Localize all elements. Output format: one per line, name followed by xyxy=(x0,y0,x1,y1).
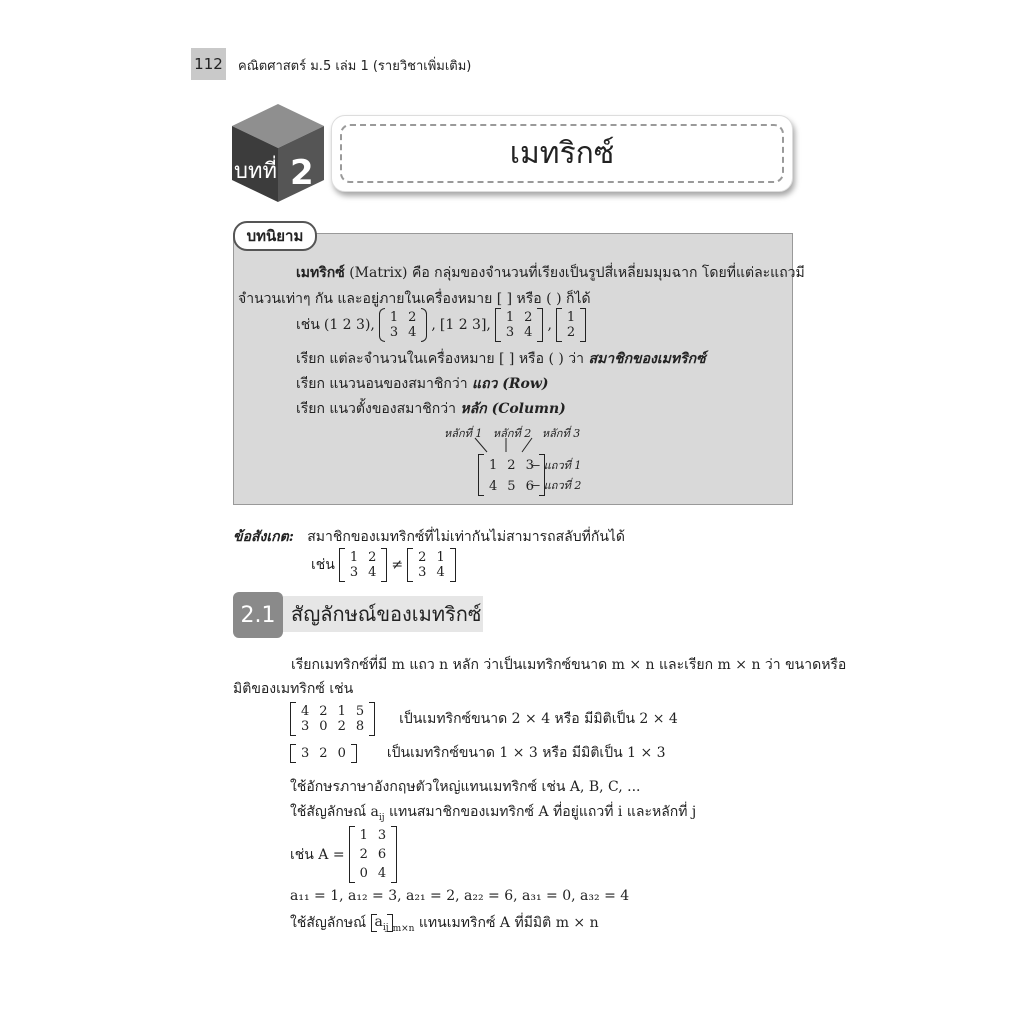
col-label: หลักที่ 1 xyxy=(444,427,483,440)
aij-note: ใช้สัญลักษณ์ $a_{ij}$ แทนสมาชิกของเมทริกซ์ A ที่อยู่แถวที่ i และหลักที่ j xyxy=(290,804,697,823)
section-number: 2.1 xyxy=(233,592,283,638)
def-para-1-line2: จำนวนเท่าๆ กัน และอยู่ภายในเครื่องหมาย [ ] หรือ ( ) ก็ได้ xyxy=(238,291,591,307)
notation-line: ใช้สัญลักษณ์ $a_{ij}$ $_{m\times n}$ แทนเมทริกซ์ A ที่มีมิติ m × n xyxy=(290,913,599,934)
chapter-label: บทที่ xyxy=(234,159,277,184)
chapter-cube xyxy=(232,104,326,202)
chapter-number: 2 xyxy=(290,153,314,193)
def-row: เรียก แนวนอนของสมาชิกว่า แถว (Row) xyxy=(296,376,549,392)
chapter-title-box xyxy=(331,115,793,192)
entries-line: a₁₁ = 1, a₁₂ = 3, a₂₁ = 2, a₂₂ = 6, a₃₁ = 0, a₃₂ = 4 xyxy=(290,888,630,904)
note-example: เช่น 1 2 3 4 ≠ 2 1 3 4 xyxy=(311,548,456,582)
col-label: หลักที่ 3 xyxy=(541,427,581,440)
running-title: คณิตศาสตร์ ม.5 เล่ม 1 (รายวิชาเพิ่มเติม) xyxy=(238,59,472,74)
def-col: เรียก แนวตั้งของสมาชิกว่า หลัก (Column) xyxy=(296,401,566,417)
matrix-cell: 2 xyxy=(507,458,516,473)
matrix-cell: 1 xyxy=(489,458,498,473)
def-para-1: เมทริกซ์ (Matrix) คือ กลุ่มของจำนวนที่เรียงเป็นรูปสี่เหลี่ยมมุมฉาก โดยที่แต่ละแถวมี xyxy=(296,265,805,281)
def-members: เรียก แต่ละจำนวนในเครื่องหมาย [ ] หรือ ( ) ว่า สมาชิกของเมทริกซ์ xyxy=(296,351,706,367)
matrix-cell: 5 xyxy=(507,479,516,494)
matrix-cell: 4 xyxy=(489,479,498,494)
definition-tab: บทนิยาม xyxy=(233,221,317,251)
chapter-title: เมทริกซ์ xyxy=(340,124,784,183)
col-label: หลักที่ 2 xyxy=(492,427,532,440)
matrix-cell: 6 xyxy=(525,479,534,494)
example-2x4: 4 2 1 5 3 0 2 8 เป็นเมทริกซ์ขนาด 2 × 4 หรือ มีมิติเป็น 2 × 4 xyxy=(290,702,678,736)
row-labels: ← แถวที่ 1 ← แถวที่ 2 xyxy=(531,459,582,492)
example-A: เช่น A = 1 3 2 6 0 4 xyxy=(290,826,397,883)
col-arrows xyxy=(470,436,540,456)
section-title: สัญลักษณ์ของเมทริกซ์ xyxy=(283,596,483,632)
page-number: 112 xyxy=(191,48,226,80)
row-label: แถวที่ 2 xyxy=(543,479,582,492)
note-line: ข้อสังเกต: สมาชิกของเมทริกซ์ที่ไม่เท่ากันไม่สามารถสลับที่กันได้ xyxy=(233,529,626,545)
row-label: แถวที่ 1 xyxy=(543,459,582,472)
def-examples: เช่น (1 2 3), 1 2 3 4 , [1 2 3], 1 2 3 4 , 1 2 xyxy=(296,308,586,342)
example-1x3: 3 2 0 เป็นเมทริกซ์ขนาด 1 × 3 หรือ มีมิติเป็น 1 × 3 xyxy=(290,742,666,764)
section-para-1-line2: มิติของเมทริกซ์ เช่น xyxy=(233,681,354,697)
uppercase-note: ใช้อักษรภาษาอังกฤษตัวใหญ่แทนเมทริกซ์ เช่น A, B, C, ... xyxy=(290,779,641,795)
section-para-1: เรียกเมทริกซ์ที่มี m แถว n หลัก ว่าเป็นเมทริกซ์ขนาด m × n และเรียก m × n ว่า ขนาดหรือ xyxy=(291,657,847,673)
matrix-cell: 3 xyxy=(525,458,534,473)
